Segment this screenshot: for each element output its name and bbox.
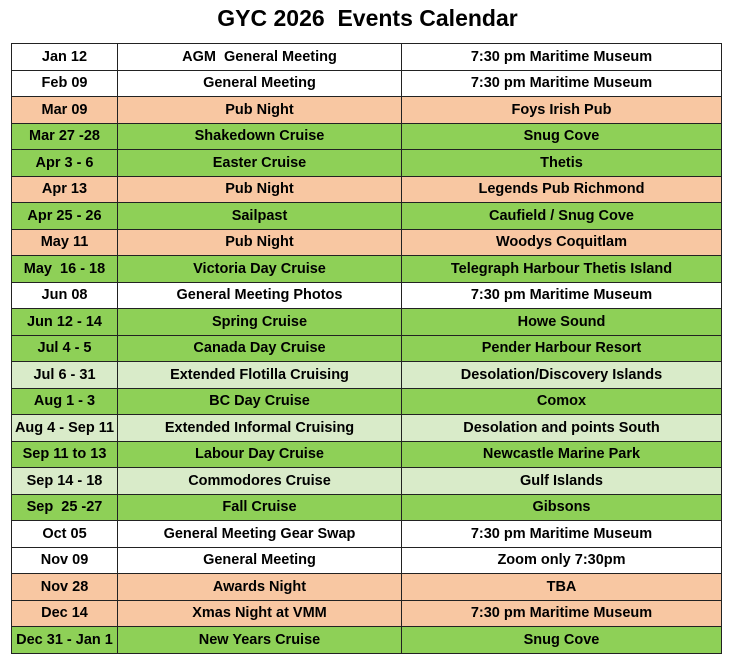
event-row (12, 388, 722, 415)
event-row (12, 547, 722, 574)
event-date-cell: Jun 12 - 14 (12, 309, 118, 336)
event-location-cell: TBA (402, 574, 722, 601)
event-name-cell: Spring Cruise (118, 309, 402, 336)
event-location-cell: Woodys Coquitlam (402, 229, 722, 256)
event-date-cell: May 16 - 18 (12, 256, 118, 283)
event-location-cell: Snug Cove (402, 627, 722, 654)
event-name-cell: Pub Night (118, 229, 402, 256)
event-location-cell: Desolation/Discovery Islands (402, 362, 722, 389)
event-name-cell: Easter Cruise (118, 150, 402, 177)
event-date-cell: Sep 25 -27 (12, 494, 118, 521)
event-row (12, 521, 722, 548)
event-date-cell: Nov 09 (12, 547, 118, 574)
event-row (12, 97, 722, 124)
event-location-cell: 7:30 pm Maritime Museum (402, 600, 722, 627)
event-row (12, 600, 722, 627)
event-location-cell: Desolation and points South (402, 415, 722, 442)
event-row (12, 256, 722, 283)
event-name-cell: Sailpast (118, 203, 402, 230)
event-name-cell: Shakedown Cruise (118, 123, 402, 150)
event-location-cell: 7:30 pm Maritime Museum (402, 282, 722, 309)
event-row (12, 627, 722, 654)
event-row (12, 494, 722, 521)
event-row (12, 282, 722, 309)
event-name-cell: General Meeting Photos (118, 282, 402, 309)
event-location-cell: 7:30 pm Maritime Museum (402, 70, 722, 97)
event-row (12, 150, 722, 177)
event-row (12, 229, 722, 256)
event-name-cell: Fall Cruise (118, 494, 402, 521)
event-name-cell: Commodores Cruise (118, 468, 402, 495)
event-name-cell: Extended Informal Cruising (118, 415, 402, 442)
event-date-cell: Oct 05 (12, 521, 118, 548)
events-table (11, 43, 722, 654)
event-date-cell: Jan 12 (12, 44, 118, 71)
event-name-cell: Extended Flotilla Cruising (118, 362, 402, 389)
event-row (12, 468, 722, 495)
event-location-cell: Snug Cove (402, 123, 722, 150)
event-location-cell: 7:30 pm Maritime Museum (402, 521, 722, 548)
event-name-cell: Pub Night (118, 176, 402, 203)
event-row (12, 574, 722, 601)
event-name-cell: New Years Cruise (118, 627, 402, 654)
event-date-cell: Jul 4 - 5 (12, 335, 118, 362)
event-name-cell: AGM General Meeting (118, 44, 402, 71)
event-row (12, 309, 722, 336)
event-date-cell: Apr 13 (12, 176, 118, 203)
event-location-cell: Caufield / Snug Cove (402, 203, 722, 230)
event-row (12, 123, 722, 150)
event-location-cell: Foys Irish Pub (402, 97, 722, 124)
event-name-cell: BC Day Cruise (118, 388, 402, 415)
event-date-cell: Nov 28 (12, 574, 118, 601)
event-row (12, 70, 722, 97)
event-date-cell: Mar 09 (12, 97, 118, 124)
event-location-cell: 7:30 pm Maritime Museum (402, 44, 722, 71)
event-location-cell: Gulf Islands (402, 468, 722, 495)
event-location-cell: Thetis (402, 150, 722, 177)
event-name-cell: Awards Night (118, 574, 402, 601)
event-date-cell: Jul 6 - 31 (12, 362, 118, 389)
event-date-cell: Jun 08 (12, 282, 118, 309)
event-date-cell: Sep 14 - 18 (12, 468, 118, 495)
event-name-cell: Labour Day Cruise (118, 441, 402, 468)
event-name-cell: Pub Night (118, 97, 402, 124)
event-location-cell: Newcastle Marine Park (402, 441, 722, 468)
calendar-title: GYC 2026 Events Calendar (217, 5, 518, 31)
event-date-cell: Dec 31 - Jan 1 (12, 627, 118, 654)
event-row (12, 335, 722, 362)
event-date-cell: Aug 1 - 3 (12, 388, 118, 415)
event-name-cell: Xmas Night at VMM (118, 600, 402, 627)
event-name-cell: General Meeting (118, 547, 402, 574)
event-name-cell: General Meeting Gear Swap (118, 521, 402, 548)
event-location-cell: Comox (402, 388, 722, 415)
event-name-cell: Canada Day Cruise (118, 335, 402, 362)
event-row (12, 362, 722, 389)
event-location-cell: Legends Pub Richmond (402, 176, 722, 203)
event-date-cell: Sep 11 to 13 (12, 441, 118, 468)
event-date-cell: May 11 (12, 229, 118, 256)
event-name-cell: Victoria Day Cruise (118, 256, 402, 283)
event-location-cell: Howe Sound (402, 309, 722, 336)
event-date-cell: Apr 25 - 26 (12, 203, 118, 230)
event-row (12, 44, 722, 71)
event-row (12, 415, 722, 442)
event-date-cell: Dec 14 (12, 600, 118, 627)
event-row (12, 176, 722, 203)
event-date-cell: Feb 09 (12, 70, 118, 97)
event-row (12, 203, 722, 230)
event-location-cell: Telegraph Harbour Thetis Island (402, 256, 722, 283)
event-name-cell: General Meeting (118, 70, 402, 97)
event-date-cell: Mar 27 -28 (12, 123, 118, 150)
event-location-cell: Zoom only 7:30pm (402, 547, 722, 574)
event-date-cell: Apr 3 - 6 (12, 150, 118, 177)
event-date-cell: Aug 4 - Sep 11 (12, 415, 118, 442)
events-table-body (12, 44, 722, 654)
event-row (12, 441, 722, 468)
event-location-cell: Pender Harbour Resort (402, 335, 722, 362)
event-location-cell: Gibsons (402, 494, 722, 521)
